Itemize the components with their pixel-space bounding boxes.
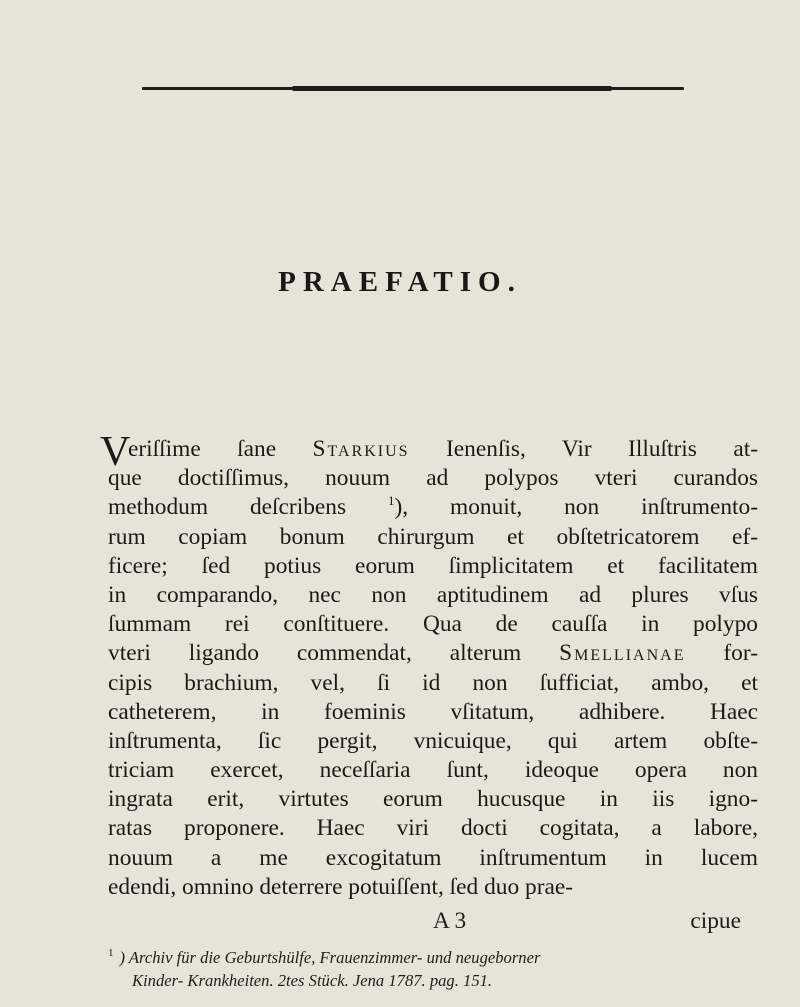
footnote-line-2: Kinder- Krankheiten. 2tes Stück. Jena 1787. pag. 151. xyxy=(132,970,493,990)
catchword: cipue xyxy=(690,908,741,934)
footnote xyxy=(108,942,758,992)
text-line xyxy=(108,873,758,902)
line-text: rum copiam bonum chirurgum et obſtetricatorem ef- xyxy=(108,523,758,550)
text-line xyxy=(108,698,758,727)
text-line xyxy=(108,581,758,610)
signature-line xyxy=(108,908,758,936)
line-text: ficere; ſed potius eorum ſimplicitatem et facilitatem xyxy=(108,552,758,579)
small-caps-name: Starkius xyxy=(312,436,410,462)
line-text: triciam exercet, neceſſaria ſunt, ideoque opera non xyxy=(108,757,758,784)
line-text: Ienenſis, Vir Illuſtris at- xyxy=(409,436,758,462)
line-text: ), monuit, non inſtrumento- xyxy=(394,494,758,521)
text-line xyxy=(108,785,758,814)
footnote-line-1 xyxy=(108,948,540,967)
line-text: ſummam rei conſtituere. Qua de cauſſa in polypo xyxy=(108,611,758,638)
small-caps-name: Smellianae xyxy=(559,640,686,667)
line-text: vteri ligando commendat, alterum xyxy=(108,640,560,667)
text-line xyxy=(108,639,758,668)
body-text xyxy=(100,429,758,902)
footnote-reference: 1 xyxy=(388,493,395,509)
line-text: eriſſime ſane xyxy=(128,436,313,462)
line-text: methodum deſcribens xyxy=(108,494,388,521)
line-text: for- xyxy=(685,640,758,667)
text-line xyxy=(108,814,758,843)
drop-cap: V xyxy=(100,429,131,475)
text-line xyxy=(108,610,758,639)
text-line xyxy=(108,464,758,493)
footnote-marker: 1 xyxy=(108,947,114,959)
text-line xyxy=(108,552,758,581)
text-line xyxy=(108,727,758,756)
signature-mark: A 3 xyxy=(433,908,467,934)
text-line xyxy=(108,844,758,873)
text-line xyxy=(108,756,758,785)
line-text: edendi, omnino deterrere potuiſſent, ſed duo prae- xyxy=(108,873,574,900)
line-text: ingrata erit, virtutes eorum hucusque in iis igno- xyxy=(108,786,758,813)
line-text: inſtrumenta, ſic pergit, vnicuique, qui artem obſte- xyxy=(108,727,758,754)
page-title: PRAEFATIO. xyxy=(278,266,522,298)
line-text: que doctiſſimus, nouum ad polypos vteri curandos xyxy=(108,465,758,492)
line-text: in comparando, nec non aptitudinem ad plures vſus xyxy=(108,581,758,608)
text-line xyxy=(108,493,758,522)
head-rule xyxy=(142,87,684,90)
line-text: ratas proponere. Haec viri docti cogitata, a labore, xyxy=(108,815,758,842)
text-line xyxy=(108,523,758,552)
line-text: catheterem, in foeminis vſitatum, adhibere. Haec xyxy=(108,698,758,725)
footnote-text-1: ) Archiv für die Geburtshülfe, Frauenzimmer- und neugeborner xyxy=(119,947,541,967)
text-line xyxy=(108,669,758,698)
line-text: nouum a me excogitatum inſtrumentum in lucem xyxy=(108,844,758,871)
text-line xyxy=(100,429,758,475)
line-text: cipis brachium, vel, ſi id non ſufficiat, ambo, et xyxy=(108,669,758,696)
